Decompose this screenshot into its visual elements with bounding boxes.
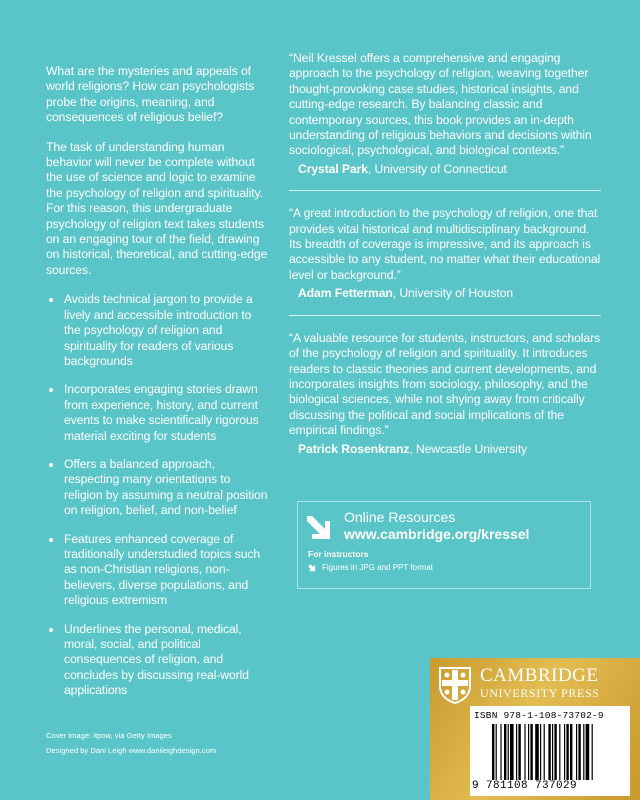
designer-credit: Designed by Dani Leigh www.danileighdesign.com bbox=[46, 746, 217, 755]
divider bbox=[289, 315, 601, 316]
barcode-bar bbox=[500, 724, 501, 780]
barcode-bar bbox=[583, 724, 584, 780]
endorsements-column bbox=[289, 51, 601, 457]
intro-paragraph: What are the mysteries and appeals of world religions? How can psychologists probe the origins, meaning, and consequences of religious belief? bbox=[46, 64, 255, 125]
feature-item: Features enhanced coverage of traditionally understudied topics such as non-Christian religions, non-believers, diverse populations, and religious extremism bbox=[46, 532, 268, 609]
publisher-panel bbox=[430, 658, 640, 800]
resources-item: Figures in JPG and PPT format bbox=[308, 563, 590, 572]
barcode-bar bbox=[492, 724, 494, 780]
divider bbox=[289, 190, 601, 191]
barcode-bar bbox=[530, 724, 532, 780]
quote-text: “A valuable resource for students, instructors, and scholars of the psychology of religion and spirituality. It introduces readers to classic theories and current developments, and incorporates insights from sociology, philosophy, and the biological sciences, while not shying away from critically discussing the political and social implications of the empirical findings.” bbox=[289, 330, 601, 438]
endorsement-quote bbox=[289, 331, 601, 457]
barcode-bar bbox=[576, 724, 577, 780]
blurb-column bbox=[46, 64, 268, 712]
endorsement-quote bbox=[289, 206, 601, 301]
crest-icon bbox=[438, 666, 472, 704]
quote-attribution: Patrick Rosenkranz, Newcastle University bbox=[298, 441, 528, 456]
quote-attribution: Adam Fetterman, University of Houston bbox=[298, 286, 514, 301]
publisher-press: UNIVERSITY PRESS bbox=[480, 686, 600, 700]
barcode-bar bbox=[524, 724, 525, 780]
barcode-bar bbox=[516, 724, 517, 780]
online-resources-box bbox=[297, 501, 591, 589]
barcode-bar bbox=[528, 724, 529, 780]
quote-text: “Neil Kressel offers a comprehensive and engaging approach to the psychology of religion, weaving together thought-provoking case studies, historical insights, and cutting-edge research. By balancing classic and contemporary sources, this book provides an in-depth understanding of religious behaviors and decisions within sociological, psychological, and biological contexts.” bbox=[289, 51, 592, 158]
bullet-icon bbox=[49, 463, 53, 467]
feature-item: Incorporates engaging stories drawn from experience, history, and current events to make scientifically rigorous material exciting for students bbox=[46, 382, 268, 444]
bullet-icon bbox=[49, 628, 53, 632]
barcode-bar bbox=[535, 724, 539, 780]
barcode-bar bbox=[570, 724, 572, 780]
endorsement-quote bbox=[289, 51, 601, 177]
barcode bbox=[470, 706, 630, 796]
barcode-bar bbox=[508, 724, 509, 780]
quote-text: “A great introduction to the psychology of religion, one that provides vital historical and multidisciplinary background. Its breadth of coverage is impressive, and its approach is accessible to any student, no matter what their educational level or background.” bbox=[289, 206, 601, 282]
feature-item: Underlines the personal, medical, moral, social, and political consequences of religion, and concludes by discussing real-world applications bbox=[46, 622, 268, 699]
barcode-bar bbox=[566, 724, 568, 780]
barcode-bar bbox=[554, 724, 556, 780]
barcode-bar bbox=[504, 724, 506, 780]
credits bbox=[46, 728, 306, 758]
isbn-label: ISBN 978-1-108-73702-9 bbox=[474, 710, 604, 721]
barcode-bar bbox=[559, 724, 560, 780]
cover-image-credit: Cover image: itpow, via Getty Images bbox=[46, 731, 172, 740]
barcode-bar bbox=[540, 724, 541, 780]
barcode-bar bbox=[586, 724, 590, 780]
barcode-bar bbox=[510, 724, 514, 780]
resources-url-link[interactable]: www.cambridge.org/kressel bbox=[344, 526, 530, 542]
feature-item: Offers a balanced approach, respecting many orientations to religion by assuming a neutral position on religion, belief, and non-belief bbox=[46, 457, 268, 519]
arrow-down-right-icon bbox=[304, 513, 334, 543]
barcode-number: 9 781108 737029 bbox=[472, 780, 578, 792]
barcode-bar bbox=[564, 724, 565, 780]
barcode-bar bbox=[552, 724, 553, 780]
barcode-bar bbox=[544, 724, 545, 780]
feature-list bbox=[46, 292, 268, 698]
publisher-name: CAMBRIDGE bbox=[480, 665, 599, 686]
body-paragraph: The task of understanding human behavior will never be complete without the use of science and logic to examine the psychology of religion and spirituality. For this reason, this undergraduate psychology of religion text takes students on an engaging tour of the field, drawing on historical, theoretical, and cutting-edge sources. bbox=[46, 139, 268, 277]
small-arrow-icon bbox=[308, 564, 316, 572]
barcode-bar bbox=[496, 724, 497, 780]
quote-attribution: Crystal Park, University of Connecticut bbox=[298, 161, 507, 176]
barcode-bars bbox=[492, 724, 622, 780]
barcode-bar bbox=[578, 724, 580, 780]
feature-item: Avoids technical jargon to provide a lively and accessible introduction to the psychology of religion and spirituality for readers of various backgrounds bbox=[46, 292, 268, 369]
bullet-icon bbox=[49, 538, 53, 542]
barcode-bar bbox=[548, 724, 550, 780]
barcode-bar bbox=[518, 724, 520, 780]
bullet-icon bbox=[49, 388, 53, 392]
barcode-bar bbox=[592, 724, 593, 780]
resources-audience: For instructors bbox=[308, 549, 369, 559]
publisher-logo bbox=[438, 666, 600, 704]
bullet-icon bbox=[49, 298, 53, 302]
resources-title: Online Resources bbox=[344, 509, 456, 525]
